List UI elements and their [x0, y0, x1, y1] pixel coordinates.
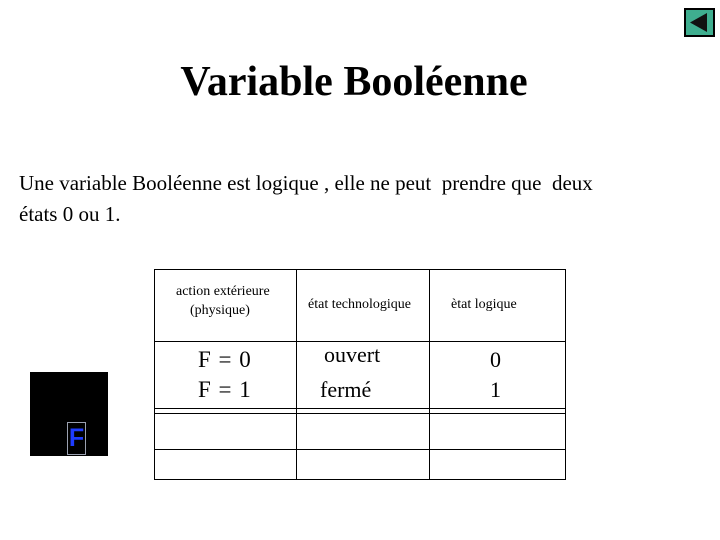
- intro-paragraph: Une variable Booléenne est logique , elle ne peut prendre que deux états 0 ou 1.: [19, 171, 593, 226]
- switch-f-label: F: [67, 422, 86, 455]
- page-title: Variable Booléenne: [180, 59, 528, 105]
- back-button[interactable]: [684, 8, 715, 37]
- back-arrow-icon: [686, 10, 713, 35]
- truth-table: [154, 269, 566, 480]
- row2-logic-state: 1: [490, 377, 501, 402]
- row2-action: F = 1: [198, 377, 252, 402]
- row1-action: F = 0: [198, 347, 252, 372]
- row1-logic-state: 0: [490, 347, 501, 372]
- row2-tech-state: fermé: [320, 377, 372, 402]
- header-action-line1: action extérieure: [176, 284, 270, 299]
- row1-tech-state: ouvert: [324, 342, 381, 367]
- switch-illustration: [30, 372, 108, 456]
- header-tech-state: état technologique: [308, 297, 412, 312]
- header-logic-state: ètat logique: [451, 297, 517, 312]
- header-action-line2: (physique): [190, 303, 250, 318]
